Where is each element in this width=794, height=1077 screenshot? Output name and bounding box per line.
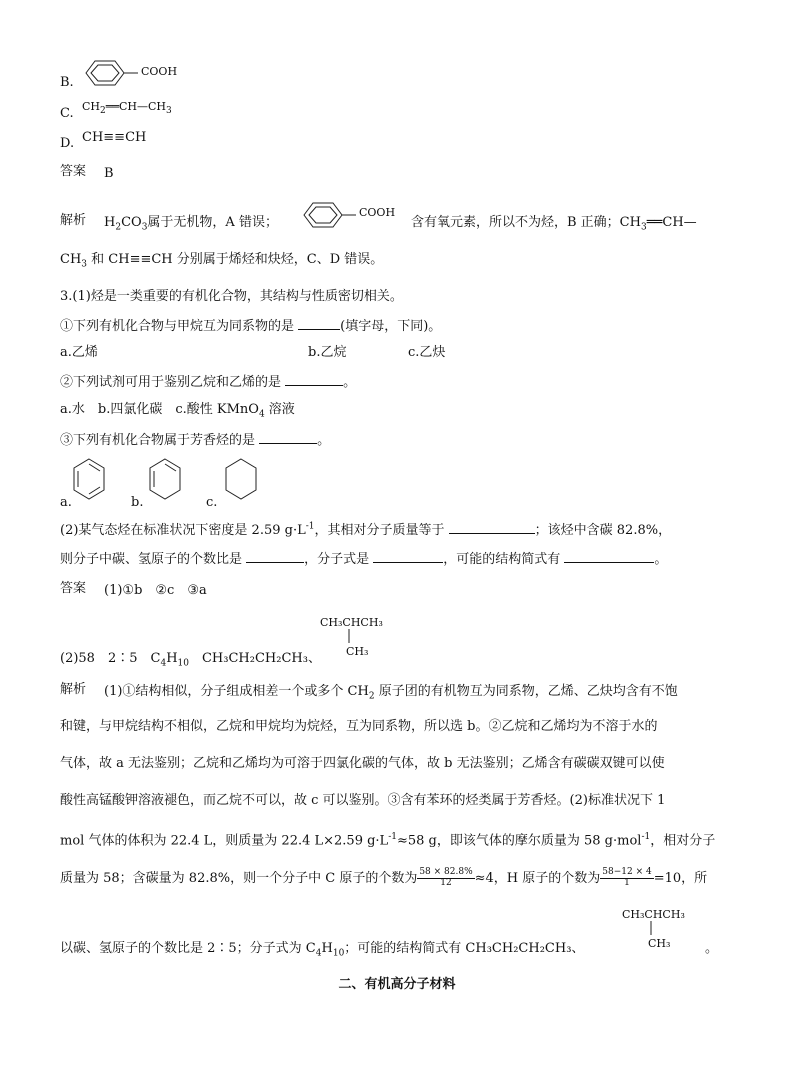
- isobutane-bottom: CH₃: [346, 645, 369, 658]
- option-c-label: C.: [60, 106, 74, 121]
- branch-bond-icon: [650, 921, 652, 935]
- q3-1-option-b: b.乙烷: [308, 345, 347, 360]
- analysis-3-line-1: (1)①结构相似，分子组成相差一个或多个 $CH_2$ 原子团的有机物互为同系物，乙烯、乙炔均含有不饱: [104, 684, 678, 702]
- analysis-3-line-6: 质量为 58；含碳量为 82.8%，则一个分子中 C 原子的个数为 $\frac{58 \times 82.8\%}{12}$ ≈4，H 原子的个数为 $\frac{58-12 \times 4}{1}$ =10，所: [60, 867, 708, 888]
- q3-3-option-b-label: b.: [131, 495, 144, 510]
- answer-3-line-1: (1)①b ②c ③a: [104, 583, 207, 598]
- fraction-carbon: $\frac{58 \times 82.8\%}{12}$: [419, 867, 473, 888]
- option-d-label: D.: [60, 136, 75, 151]
- analysis-3-line-7-end: 。: [705, 941, 719, 956]
- q3-1-question: ①下列有机化合物与甲烷互为同系物的是 (填字母，下同)。: [60, 319, 442, 334]
- benzoic-acid-ring-icon: [296, 200, 356, 230]
- q3-1-option-c: c.乙炔: [408, 345, 446, 360]
- analysis-3-line-5: mol 气体的体积为 22.4 L，则质量为 22.4 L×2.59 $g\cdot L^{-1}\approx 58$ g，即该气体的摩尔质量为 58 g·mol$^{-1}$，相对分子: [60, 832, 716, 849]
- analysis-1-cooh: COOH: [359, 206, 396, 219]
- answer-blank[interactable]: [285, 374, 343, 386]
- cyclohexadiene-structure-icon: [148, 457, 182, 505]
- analysis-1-line-1-cont: 含有氧元素，所以不为烃，B 正确；$CH_3══CH—$: [411, 215, 697, 233]
- q3-part-2-line-2: 则分子中碳、氢原子的个数比是 ，分子式是 ，可能的结构简式有 。: [60, 552, 668, 567]
- q3-stem: 3.(1)烃是一类重要的有机化合物，其结构与性质密切相关。: [60, 289, 403, 304]
- benzene-ring-icon: [78, 58, 138, 88]
- option-b-formula: COOH: [141, 65, 178, 78]
- option-d-formula: CH≡≡CH: [82, 130, 147, 145]
- q3-1-option-a: a.乙烯: [60, 345, 98, 360]
- analysis-1-label: 解析: [60, 213, 87, 228]
- answer-1-value: B: [104, 166, 114, 181]
- q3-3-option-a-label: a.: [60, 495, 72, 510]
- q3-2-question: ②下列试剂可用于鉴别乙烷和乙烯的是 。: [60, 375, 357, 390]
- q3-2-options: a.水 b.四氯化碳 c.酸性 KMnO$_4$ 溶液: [60, 402, 295, 420]
- answer-3-label: 答案: [60, 581, 87, 596]
- option-c-formula: $CH_2══CH—CH_3$: [82, 100, 172, 117]
- q3-3-option-c-label: c.: [206, 495, 218, 510]
- answer-1-label: 答案: [60, 164, 87, 179]
- answer-blank[interactable]: [259, 432, 317, 444]
- cyclohexane-structure-icon: [224, 457, 258, 505]
- answer-3-line-2: (2)58 2∶5 $C_4H_{10}$ CH₃CH₂CH₂CH₃、: [60, 651, 321, 669]
- q3-part-2-line-1: (2)某气态烃在标准状况下密度是 2.59 $g\cdot L^{-1}$，其相对分子质量等于 ；该烃中含碳 82.8%，: [60, 521, 672, 538]
- analysis-3-line-3: 气体，故 a 无法鉴别；乙烷和乙烯均为可溶于四氯化碳的气体，故 b 无法鉴别；乙烯含有碳碳双键可以使: [60, 756, 665, 771]
- answer-blank[interactable]: [246, 551, 304, 563]
- section-title: 二、有机高分子材料: [338, 977, 456, 992]
- isobutane-top-2: CH₃CHCH₃: [622, 908, 685, 921]
- analysis-3-line-4: 酸性高锰酸钾溶液褪色，而乙烷不可以，故 c 可以鉴别。③含有苯环的烃类属于芳香烃。(2)标准状况下 1: [60, 793, 666, 808]
- answer-blank[interactable]: [564, 551, 654, 563]
- answer-blank[interactable]: [298, 318, 340, 330]
- branch-bond-icon: [348, 629, 350, 643]
- answer-blank[interactable]: [449, 522, 535, 534]
- analysis-1-line-2: $CH_3$ 和 CH≡≡CH 分别属于烯烃和炔烃，C、D 错误。: [60, 252, 384, 270]
- fraction-hydrogen: $\frac{58-12 \times 4}{1}$: [602, 867, 652, 888]
- analysis-1-line-1: $H_2CO_3$属于无机物，A 错误；: [104, 215, 278, 233]
- option-b-label: B.: [60, 75, 74, 90]
- analysis-3-line-7: 以碳、氢原子的个数比是 2∶5；分子式为 $C_4H_{10}$；可能的结构简式有 CH₃CH₂CH₂CH₃、: [60, 941, 585, 959]
- analysis-3-label: 解析: [60, 682, 87, 697]
- isobutane-bottom-2: CH₃: [648, 937, 671, 950]
- benzene-structure-icon: [72, 457, 106, 505]
- isobutane-top: CH₃CHCH₃: [320, 616, 383, 629]
- answer-blank[interactable]: [373, 551, 443, 563]
- analysis-3-line-2: 和键，与甲烷结构不相似，乙烷和甲烷均为烷烃，互为同系物，所以选 b。②乙烷和乙烯均为不溶于水的: [60, 719, 658, 734]
- q3-3-question: ③下列有机化合物属于芳香烃的是 。: [60, 433, 331, 448]
